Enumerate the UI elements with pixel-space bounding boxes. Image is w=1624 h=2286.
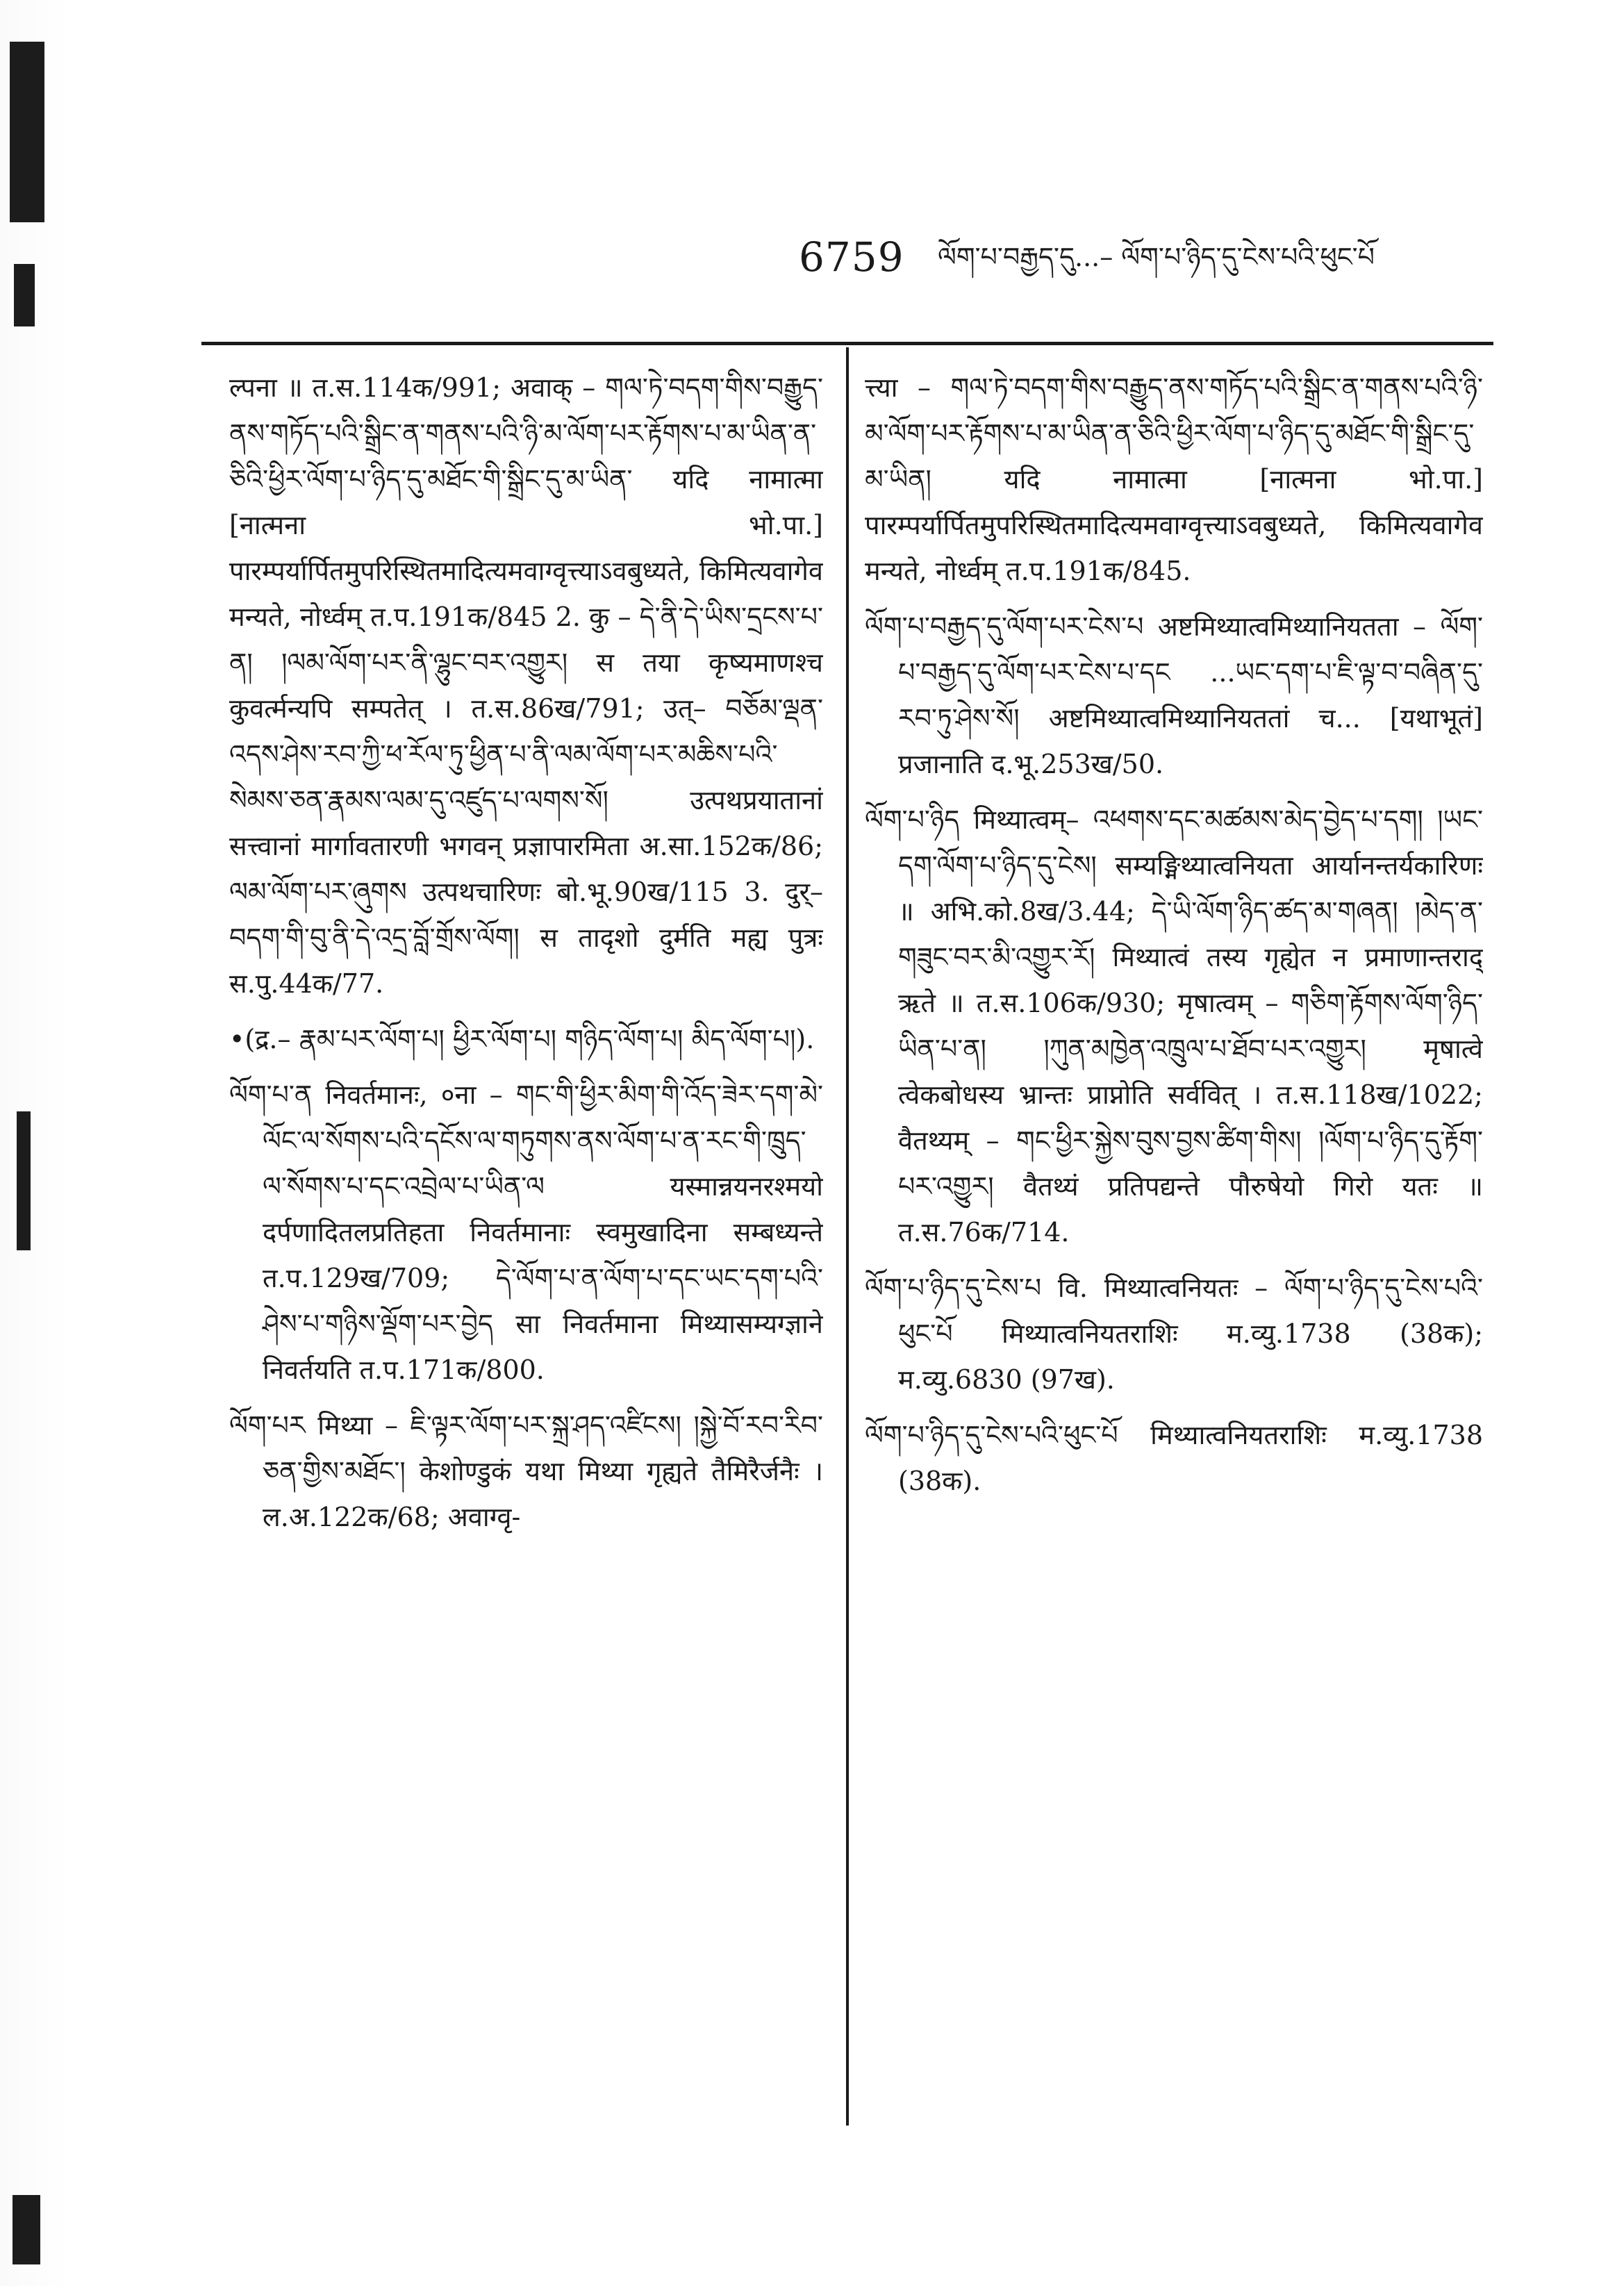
dictionary-entry: ལོག་པ་ཉིད་དུ་ངེས་པ वि. मिथ्यात्वनियतः – ལོག་པ་ཉིད་དུ་ངེས་པའི་ཕུང་པོ मिथ्यात्वनियतराशिः म.व्यु.1738 (38क); म.व्यु.6830 (97ख). — [865, 1273, 1483, 1395]
left-column — [229, 365, 823, 2143]
running-head: ལོག་པ་བརྒྱད་དུ...– ལོག་པ་ཉིད་དུ་ངེས་པའི་ཕུང་པོ — [938, 242, 1375, 272]
dictionary-entry: ལོག་པར मिथ्या – ཇི་ལྟར་ལོག་པར་སྐྲ་ཤད་འཛིངས། །སྐྱེ་བོ་རབ་རིབ་ཅན་གྱིས་མཐོང་། केशोण्डुकं यथा मिथ्या गृह्यते तैमिरैर्जनैः । ल.अ.122क/68; अवाग्वृ- — [229, 1410, 823, 1532]
binding-shadow — [10, 42, 44, 222]
dictionary-entry: ल्पना ॥ त.स.114क/991; अवाक् – གལ་ཏེ་བདག་གིས་བརྒྱུད་ནས་གཏོད་པའི་སྒྲིང་ན་གནས་པའི་ཉི་མ་ལོག་པར་རྟོགས་པ་མ་ཡིན་ན་ཅིའི་ཕྱིར་ལོག་པ་ཉིད་དུ་མཐོང་གི་སྒྲིང་དུ་མ་ཡིན་ यदि नामात्मा [नात्मना भो.पा.] पारम्पर्यार्पितमुपरिस्थितमादित्यमवाग्वृत्त्याऽवबुध्यते, किमित्यवागेव मन्यते, नोर्ध्वम् त.प.191क/845 2. कु – དེ་ནི་དེ་ཡིས་དྲངས་པ་ན། །ལམ་ལོག་པར་ནི་ལྷུང་བར་འགྱུར། स तया कृष्यमाणश्च कुवर्त्मन्यपि सम्पतेत् । त.स.86ख/791; उत्– བཅོམ་ལྡན་འདས་ཤེས་རབ་ཀྱི་ཕ་རོལ་ཏུ་ཕྱིན་པ་ནི་ལམ་ལོག་པར་མཆིས་པའི་སེམས་ཅན་རྣམས་ལམ་དུ་འཛུད་པ་ལགས་སོ། उत्पथप्रयातानां सत्त्वानां मार्गावतारणी भगवन् प्रज्ञापारमिता अ.सा.152क/86; ལམ་ལོག་པར་ཞུགས उत्पथचारिणः बो.भू.90ख/115 3. दुर्– བདག་གི་བུ་ནི་དེ་འདྲ་བློ་གྲོས་ལོག། स तादृशो दुर्मति मह्य पुत्रः स.पु.44क/77. — [229, 372, 823, 999]
binding-shadow — [17, 1111, 31, 1250]
page-header — [799, 229, 1500, 292]
dictionary-entry: ལོག་པ་ན निवर्तमानः, ०ना – གང་གི་ཕྱིར་མིག་གི་འོད་ཟེར་དག་མེ་ལོང་ལ་སོགས་པའི་དངོས་ལ་གཏུགས་ནས་ལོག་པ་ན་རང་གི་ཁྲུད་ལ་སོགས་པ་དང་འབྲེལ་པ་ཡིན་ལ यस्मान्नयनरश्मयो दर्पणादितलप्रतिहता निवर्तमानाः स्वमुखादिना सम्बध्यन्ते त.प.129ख/709; དེ་ལོག་པ་ན་ལོག་པ་དང་ཡང་དག་པའི་ཤེས་པ་གཉིས་ལྡོག་པར་བྱེད सा निवर्तमाना मिथ्यासम्यग्ज्ञाने निवर्तयति त.प.171क/800. — [229, 1079, 823, 1385]
dictionary-entry: ལོག་པ་ཉིད་དུ་ངེས་པའི་ཕུང་པོ मिथ्यात्वनियतराशिः म.व्यु.1738 (38क). — [865, 1420, 1483, 1496]
header-rule — [201, 342, 1493, 345]
page-number: 6759 — [799, 233, 904, 281]
dictionary-entry: त्त्या – གལ་ཏེ་བདག་གིས་བརྒྱུད་ནས་གཏོད་པའི་སྒྲིང་ན་གནས་པའི་ཉི་མ་ལོག་པར་རྟོགས་པ་མ་ཡིན་ན་ཅིའི་ཕྱིར་ལོག་པ་ཉིད་དུ་མཐོང་གི་སྒྲིང་དུ་མ་ཡིན། यदि नामात्मा [नात्मना भो.पा.] पारम्पर्यार्पितमुपरिस्थितमादित्यमवाग्वृत्त्याऽवबुध्यते, किमित्यवागेव मन्यते, नोर्ध्वम् त.प.191क/845. — [865, 372, 1483, 586]
binding-shadow — [13, 2195, 40, 2264]
dictionary-entry: ལོག་པ་ཉིད मिथ्यात्वम्– འཕགས་དང་མཚམས་མེད་བྱེད་པ་དག། །ཡང་དག་ལོག་པ་ཉིད་དུ་ངེས། सम्यङ्मिथ्यात्वनियता आर्यानन्तर्यकारिणः ॥ अभि.को.8ख/3.44; དེ་ཡི་ལོག་ཉིད་ཚད་མ་གཞན། །མེད་ན་གཟུང་བར་མི་འགྱུར་རོ། मिथ्यात्वं तस्य गृह्येत न प्रमाणान्तराद् ऋते ॥ त.स.106क/930; मृषात्वम् – གཅིག་རྟོགས་ལོག་ཉིད་ཡིན་པ་ན། །ཀུན་མཁྱེན་འཁྲུལ་པ་ཐོབ་པར་འགྱུར། मृषात्वे त्वेकबोधस्य भ्रान्तः प्राप्नोति सर्ववित् । त.स.118ख/1022; वैतथ्यम् – གང་ཕྱིར་སྐྱེས་བུས་བྱས་ཚིག་གིས། །ལོག་པ་ཉིད་དུ་རྟོག་པར་འགྱུར། वैतथ्यं प्रतिपद्यन्ते पौरुषेयो गिरो यतः ॥ त.स.76क/714. — [865, 804, 1483, 1248]
dictionary-entry: ལོག་པ་བརྒྱད་དུ་ལོག་པར་ངེས་པ अष्टमिथ्यात्वमिथ्यानियतता – ལོག་པ་བརྒྱད་དུ་ལོག་པར་ངེས་པ་དང ...ཡང་དག་པ་ཇི་ལྟ་བ་བཞིན་དུ་རབ་ཏུ་ཤེས་སོ། अष्टमिथ्यात्वमिथ्यानियततां च... [यथाभूतं] प्रजानाति द.भू.253ख/50. — [865, 611, 1483, 779]
column-divider — [846, 347, 849, 2126]
right-column — [865, 365, 1483, 2143]
binding-shadow — [14, 264, 35, 326]
dictionary-entry: •(द्र.– རྣམ་པར་ལོག་པ། ཕྱིར་ལོག་པ། གཉིད་ལོག་པ། མིད་ལོག་པ།). — [229, 1024, 815, 1054]
binding-edge — [0, 0, 69, 2286]
